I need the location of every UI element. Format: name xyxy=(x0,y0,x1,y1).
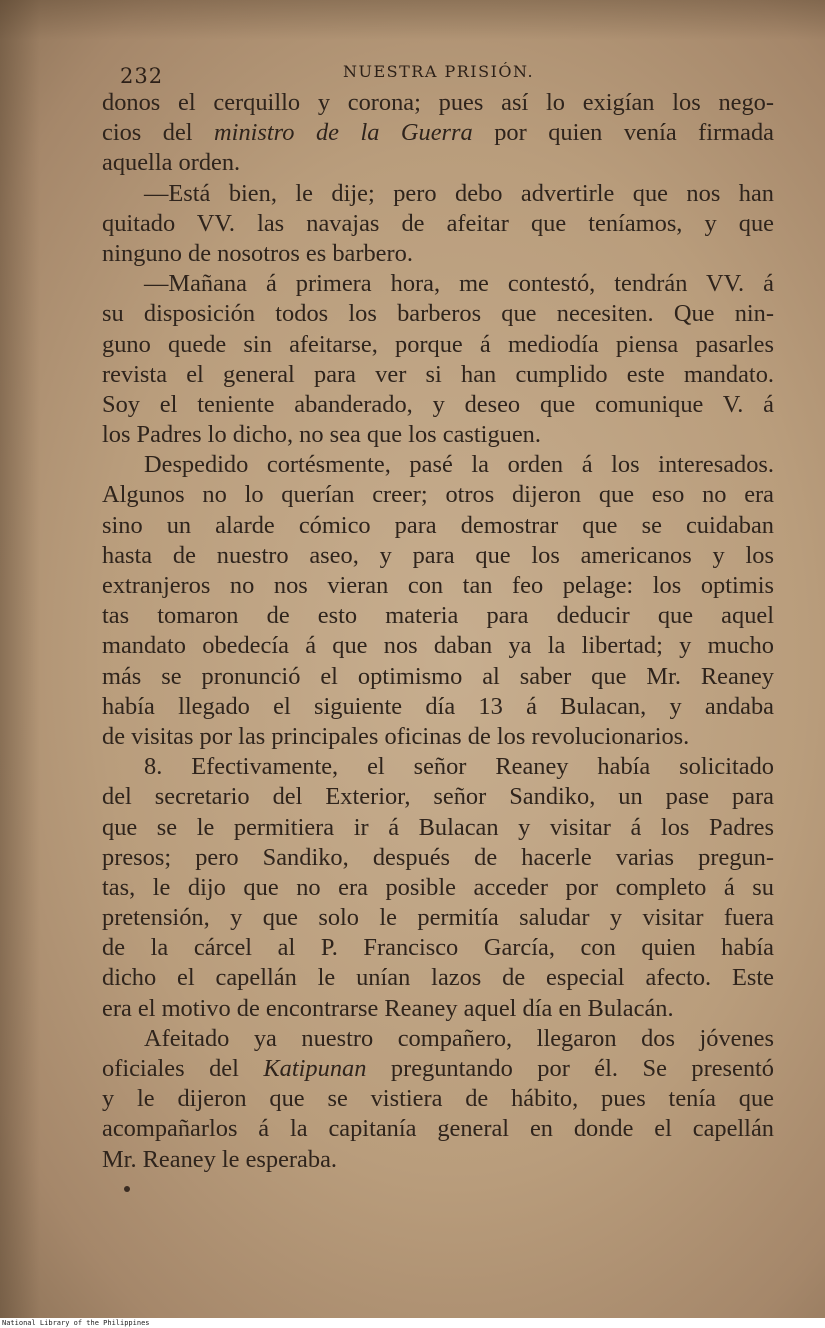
text-line: mandato obedecía á que nos daban ya la libertad; y mucho xyxy=(102,632,774,660)
text-line: oficiales del Katipunan preguntando por él. Se presentó xyxy=(102,1055,775,1082)
page-header xyxy=(0,58,825,88)
text-line: quitado VV. las navajas de afeitar que teníamos, y que xyxy=(102,209,774,237)
text-line: acompañarlos á la capitanía general en donde el capellán xyxy=(102,1115,774,1143)
text-line: y le dijeron que se vistiera de hábito, pues tenía que xyxy=(102,1085,774,1113)
page-shadow-top xyxy=(0,0,825,40)
scan-credit: National Library of the Philippines xyxy=(2,1319,150,1327)
running-head: NUESTRA PRISIÓN. xyxy=(343,62,535,81)
text-line: del secretario del Exterior, señor Sandiko, un pase para xyxy=(102,783,774,811)
text-line: era el motivo de encontrarse Reaney aquel día en Bulacán. xyxy=(102,994,674,1022)
text-line: Afeitado ya nuestro compañero, llegaron dos jóvenes xyxy=(144,1024,774,1052)
body-text xyxy=(102,88,774,1175)
text-line: 8. Efectivamente, el señor Reaney había solicitado xyxy=(144,753,774,781)
text-line: —Mañana á primera hora, me contestó, tendrán VV. á xyxy=(144,270,774,298)
text-line: Algunos no lo querían creer; otros dijeron que eso no era xyxy=(102,481,774,509)
text-line: revista el general para ver si han cumplido este mandato. xyxy=(102,360,774,388)
text-line: Mr. Reaney le esperaba. xyxy=(102,1145,337,1173)
text-line: extranjeros no nos vieran con tan feo pelage: los optimis xyxy=(102,572,774,599)
text-line: más se pronunció el optimismo al saber que Mr. Reaney xyxy=(102,662,774,690)
italic-phrase: Katipunan xyxy=(263,1055,367,1082)
text-line: cios del ministro de la Guerra por quien venía firmada xyxy=(102,119,774,147)
text-line: presos; pero Sandiko, después de hacerle varias pregun- xyxy=(102,843,774,871)
text-line: guno quede sin afeitarse, porque á mediodía piensa pasarles xyxy=(102,330,774,358)
text-line: donos el cerquillo y corona; pues así lo exigían los nego- xyxy=(102,89,774,116)
text-line: de visitas por las principales oficinas de los revolucionarios. xyxy=(102,722,690,750)
text-line: Despedido cortésmente, pasé la orden á los interesados. xyxy=(144,451,774,479)
text-line: dicho el capellán le unían lazos de especial afecto. Este xyxy=(102,964,774,992)
text-line: hasta de nuestro aseo, y para que los americanos y los xyxy=(102,541,774,569)
text-line: de la cárcel al P. Francisco García, con quien había xyxy=(102,934,774,962)
text-line: sino un alarde cómico para demostrar que se cuidaban xyxy=(102,511,774,539)
text-line: su disposición todos los barberos que necesiten. Que nin- xyxy=(102,300,774,328)
text-line: —Está bien, le dije; pero debo advertirle que nos han xyxy=(144,179,774,207)
text-line: que se le permitiera ir á Bulacan y visitar á los Padres xyxy=(102,813,774,841)
text-line: aquella orden. xyxy=(102,149,241,177)
text-line: tas tomaron de esto materia para deducir que aquel xyxy=(102,602,774,630)
text-line: los Padres lo dicho, no sea que los castiguen. xyxy=(102,421,541,449)
page-shadow-left xyxy=(0,0,40,1318)
text-line: pretensión, y que solo le permitía saludar y visitar fuera xyxy=(102,904,774,932)
text-line: Soy el teniente abanderado, y deseo que comunique V. á xyxy=(102,390,774,418)
ink-spot xyxy=(124,1186,130,1192)
text-line: tas, le dijo que no era posible acceder por completo á su xyxy=(102,873,774,901)
text-line: ninguno de nosotros es barbero. xyxy=(102,239,413,267)
italic-phrase: ministro de la Guerra xyxy=(214,119,473,147)
text-line: había llegado el siguiente día 13 á Bulacan, y andaba xyxy=(102,692,774,720)
page-number: 232 xyxy=(120,64,164,88)
